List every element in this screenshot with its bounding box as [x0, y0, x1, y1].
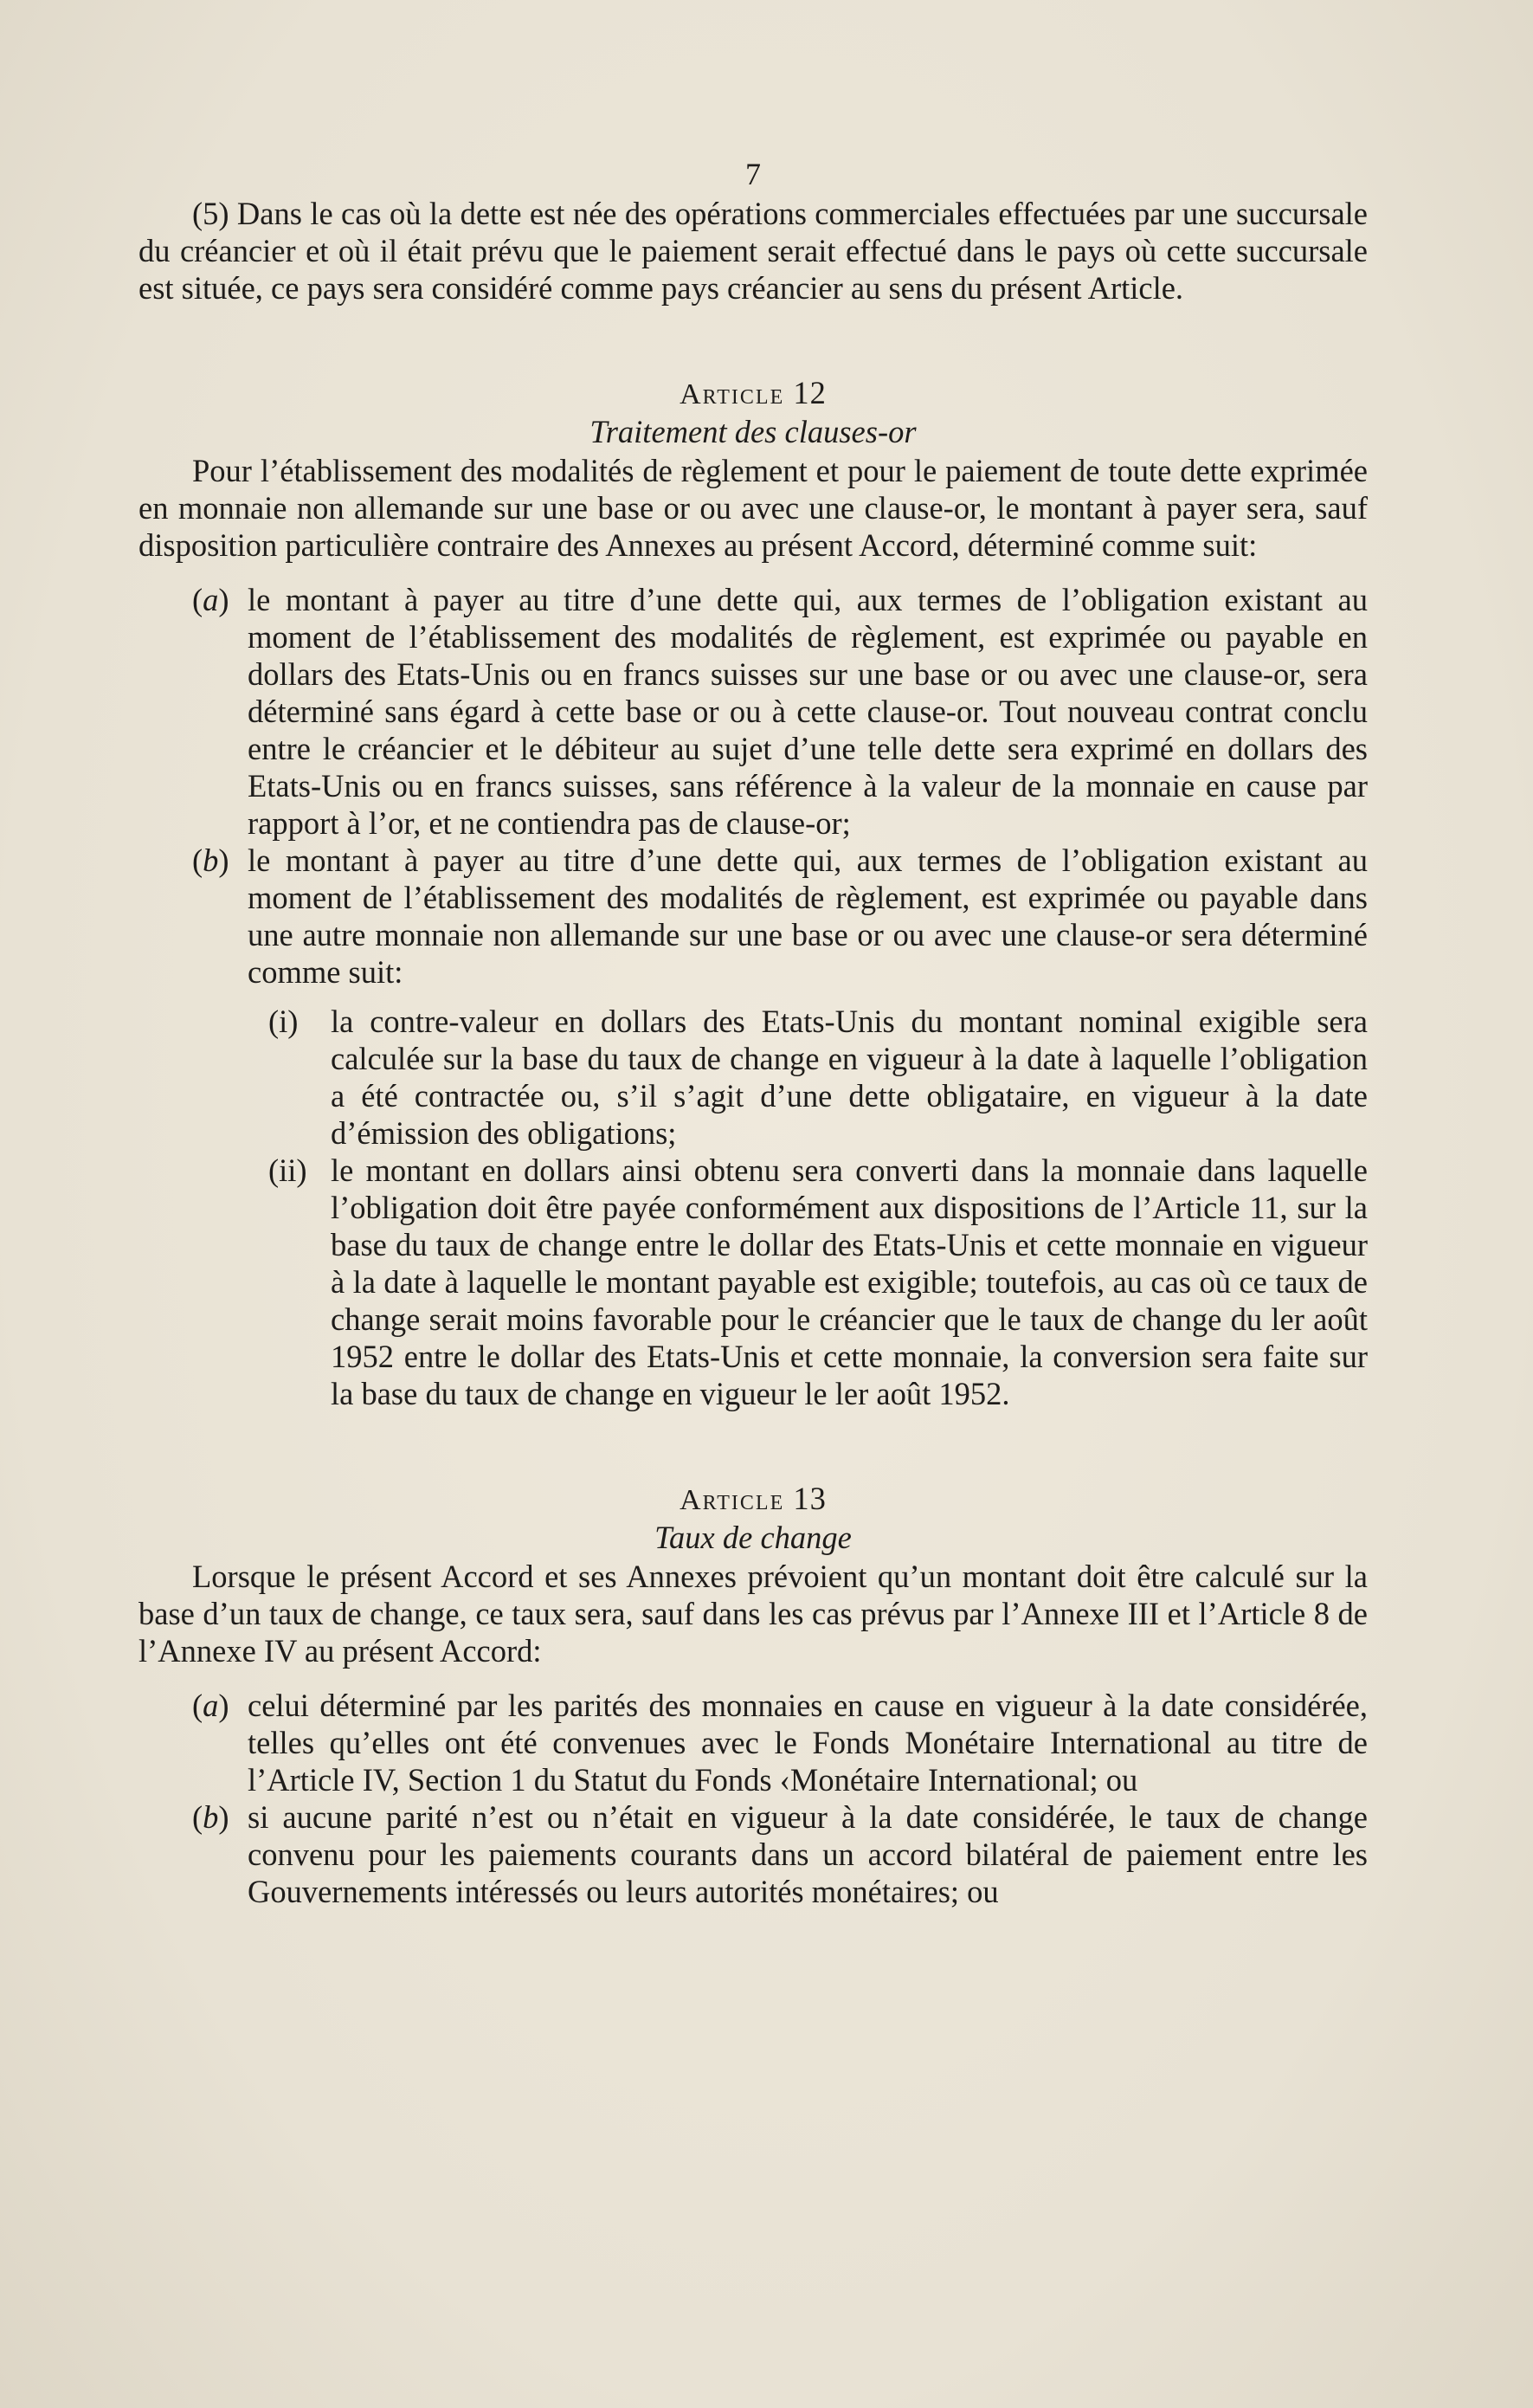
- sub-item-i-label: (i): [268, 1004, 299, 1039]
- item-label: [192, 1798, 248, 1836]
- page-content: [138, 156, 1368, 1910]
- article-12-item-a: [192, 581, 1368, 842]
- item-label: [192, 842, 248, 879]
- item-a-text: celui déterminé par les parités des monnaies en cause en vigueur à la date considérée, telles qu’elles ont été convenues avec le Fonds Monétaire International au titre de l’Article IV, Section 1 du Statut du Fonds ‹Monétaire International; ou: [248, 1688, 1368, 1798]
- sub-item-i-text: la contre-valeur en dollars des Etats-Unis du montant nominal exigible sera calculée sur la base du taux de change en vigueur à la date à laquelle l’obligation a été contractée ou, s’il s’agit d’une dette obligataire, en vigueur à la date d’émission des obligations;: [331, 1004, 1368, 1151]
- article-12-heading-number: 12: [793, 375, 827, 410]
- item-b-letter: ( b ): [192, 842, 229, 878]
- item-b-letter: ( b ): [192, 1799, 229, 1835]
- sub-item-ii-label: (ii): [268, 1152, 307, 1188]
- paragraph-5: (5) Dans le cas où la dette est née des opérations commerciales effectuées par une succursale du créancier et où il était prévu que le paiement serait effectué dans le pays où cette succursale est située, ce pays sera considéré comme pays créancier au sens du présent Article.: [138, 196, 1368, 306]
- item-label: [192, 1687, 248, 1724]
- article-13-subtitle: Taux de change: [654, 1520, 852, 1555]
- article-13-heading-word: Article: [680, 1484, 785, 1516]
- item-a-text: le montant à payer au titre d’une dette qui, aux termes de l’obligation existant au moment de l’établissement des modalités de règlement, est exprimée ou payable en dollars des Etats-Unis ou en francs suisses sur une base or ou avec une clause-or, sera déterminé sans égard à cette base or ou à cette clause-or. Tout nouveau contrat conclu entre le créancier et le débiteur au sujet d’une telle dette sera exprimé en dollars des Etats-Unis ou en francs suisses, sans référence à la valeur de la monnaie en cause par rapport à l’or, et ne contiendra pas de clause-or;: [248, 582, 1368, 841]
- article-13-item-b: [192, 1798, 1368, 1910]
- article-13-heading-number: 13: [793, 1481, 827, 1516]
- sub-item-ii-text: le montant en dollars ainsi obtenu sera converti dans la monnaie dans laquelle l’obligation doit être payée conformément aux dispositions de l’Article 11, sur la base du taux de change entre le dollar des Etats-Unis et cette monnaie en vigueur à la date à laquelle le montant payable est exigible; toutefois, au cas où ce taux de change serait moins favorable pour le créancier que le taux de change du ler août 1952 entre le dollar des Etats-Unis et cette monnaie, la conversion sera faite sur la base du taux de change en vigueur le ler août 1952.: [331, 1152, 1368, 1411]
- item-a-letter: ( a ): [192, 582, 229, 617]
- item-b-text: si aucune parité n’est ou n’était en vigueur à la date considérée, le taux de change convenu pour les paiements courants dans un accord bilatéral de paiement entre les Gouvernements intéressés ou leurs autorités monétaires; ou: [248, 1799, 1368, 1909]
- article-12-intro: Pour l’établissement des modalités de règlement et pour le paiement de toute dette exprimée en monnaie non allemande sur une base or ou avec une clause-or, le montant à payer sera, sauf disposition particulière contraire des Annexes au présent Accord, déterminé comme suit:: [138, 453, 1368, 563]
- article-12-sub-item-ii: [268, 1152, 1368, 1412]
- page-number: 7: [745, 157, 761, 191]
- article-12-heading: [138, 374, 1368, 413]
- item-a-letter: ( a ): [192, 1688, 229, 1723]
- article-12-subtitle: Traitement des clauses-or: [589, 414, 917, 449]
- article-13-item-a: [192, 1687, 1368, 1798]
- item-label: [192, 581, 248, 618]
- article-13-heading: [138, 1480, 1368, 1519]
- article-12-heading-word: Article: [680, 378, 785, 410]
- item-b-text: le montant à payer au titre d’une dette qui, aux termes de l’obligation existant au moment de l’établissement des modalités de règlement, est exprimée ou payable dans une autre monnaie non allemande sur une base or ou avec une clause-or sera déterminé comme suit:: [248, 842, 1368, 990]
- article-13-intro: Lorsque le présent Accord et ses Annexes prévoient qu’un montant doit être calculé sur la base d’un taux de change, ce taux sera, sauf dans les cas prévus par l’Annexe III et l’Article 8 de l’Annexe IV au présent Accord:: [138, 1559, 1368, 1669]
- article-12-item-b: [192, 842, 1368, 991]
- article-12-sub-item-i: [268, 1003, 1368, 1152]
